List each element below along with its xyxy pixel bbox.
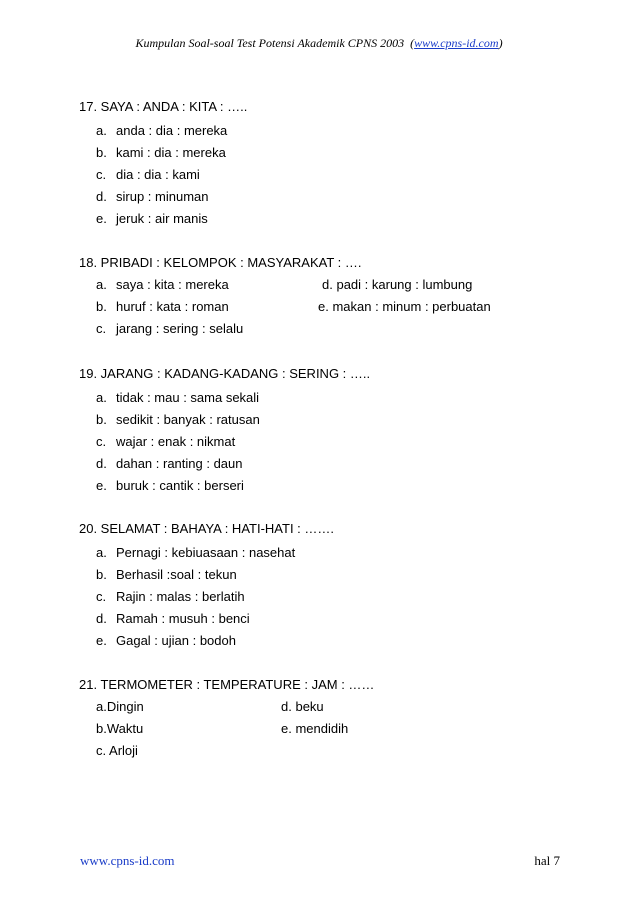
option-letter: e. xyxy=(96,478,107,493)
option xyxy=(96,390,259,406)
option-text: Arloji xyxy=(109,743,138,758)
option xyxy=(96,456,243,472)
question-stem: 19. JARANG : KADANG-KADANG : SERING : ….. xyxy=(79,366,371,381)
option xyxy=(96,589,245,605)
option xyxy=(96,189,208,205)
question-stem: 18. PRIBADI : KELOMPOK : MASYARAKAT : …. xyxy=(79,255,362,270)
header-paren-open: ( xyxy=(410,36,415,50)
option-letter: d. xyxy=(281,699,292,714)
option xyxy=(96,633,236,649)
option-letter: d. xyxy=(96,611,107,626)
option xyxy=(96,434,235,450)
question-stem: 20. SELAMAT : BAHAYA : HATI-HATI : ……. xyxy=(79,521,335,536)
question-stem: 17. SAYA : ANDA : KITA : ….. xyxy=(79,99,248,114)
option-letter: c. xyxy=(96,589,107,604)
option xyxy=(96,721,143,737)
option-text: Ramah : musuh : benci xyxy=(116,611,250,626)
option-text: padi : karung : lumbung xyxy=(336,277,473,292)
option-letter: a. xyxy=(96,545,107,560)
option xyxy=(96,611,250,627)
option-text: sedikit : banyak : ratusan xyxy=(116,412,260,427)
option-letter: e. xyxy=(318,299,329,314)
option-text: makan : minum : perbuatan xyxy=(332,299,491,314)
option-text: Dingin xyxy=(106,699,144,714)
option-text: jeruk : air manis xyxy=(116,211,208,226)
option-text: Gagal : ujian : bodoh xyxy=(116,633,236,648)
option xyxy=(318,299,491,315)
option xyxy=(96,743,138,759)
option-text: Berhasil :soal : tekun xyxy=(116,567,237,582)
option-letter: d. xyxy=(96,189,107,204)
option xyxy=(96,299,229,315)
option-text: saya : kita : mereka xyxy=(116,277,229,292)
option-letter: b. xyxy=(96,145,107,160)
option-text: tidak : mau : sama sekali xyxy=(116,390,260,405)
option-text: huruf : kata : roman xyxy=(116,299,229,314)
option-letter: b. xyxy=(96,567,107,582)
option-letter: a. xyxy=(96,277,107,292)
option-letter: d. xyxy=(96,456,107,471)
option xyxy=(96,321,243,337)
page-number: hal 7 xyxy=(534,853,560,868)
option-letter: a. xyxy=(96,699,107,714)
option xyxy=(322,277,472,293)
option-text: anda : dia : mereka xyxy=(116,123,228,138)
option-letter: b. xyxy=(96,299,107,314)
question-stem: 21. TERMOMETER : TEMPERATURE : JAM : …… xyxy=(79,677,375,692)
option-letter: d. xyxy=(322,277,333,292)
option-letter: b. xyxy=(96,721,107,736)
option-text: buruk : cantik : berseri xyxy=(116,478,244,493)
option xyxy=(96,567,237,583)
header-link[interactable]: www.cpns-id.com xyxy=(414,36,499,50)
page-header xyxy=(0,36,638,51)
option-letter: a. xyxy=(96,123,107,138)
footer-link[interactable]: www.cpns-id.com xyxy=(80,853,175,868)
header-title: Kumpulan Soal-soal Test Potensi Akademik CPNS 2003 xyxy=(135,36,405,50)
option-text: dia : dia : kami xyxy=(116,167,200,182)
option-letter: c. xyxy=(96,321,107,336)
option xyxy=(96,545,295,561)
option-text: dahan : ranting : daun xyxy=(116,456,243,471)
option xyxy=(96,412,260,428)
option-text: Rajin : malas : berlatih xyxy=(116,589,245,604)
option-text: sirup : minuman xyxy=(116,189,209,204)
option xyxy=(96,123,227,139)
option xyxy=(96,277,229,293)
option-text: jarang : sering : selalu xyxy=(116,321,244,336)
option xyxy=(96,478,244,494)
option-letter: c. xyxy=(96,743,107,758)
option-text: beku xyxy=(295,699,324,714)
option-text: Pernagi : kebiuasaan : nasehat xyxy=(116,545,296,560)
option-text: mendidih xyxy=(295,721,349,736)
option xyxy=(96,699,144,715)
option-letter: e. xyxy=(281,721,292,736)
option xyxy=(281,699,324,715)
option-letter: e. xyxy=(96,633,107,648)
option xyxy=(96,145,226,161)
option-text: kami : dia : mereka xyxy=(116,145,226,160)
option-letter: c. xyxy=(96,167,107,182)
option-text: wajar : enak : nikmat xyxy=(116,434,236,449)
option-letter: a. xyxy=(96,390,107,405)
header-paren-close: ) xyxy=(498,36,503,50)
option xyxy=(281,721,348,737)
option-letter: b. xyxy=(96,412,107,427)
option-letter: e. xyxy=(96,211,107,226)
option xyxy=(96,167,200,183)
option-text: Waktu xyxy=(106,721,144,736)
option-letter: c. xyxy=(96,434,107,449)
option xyxy=(96,211,208,227)
